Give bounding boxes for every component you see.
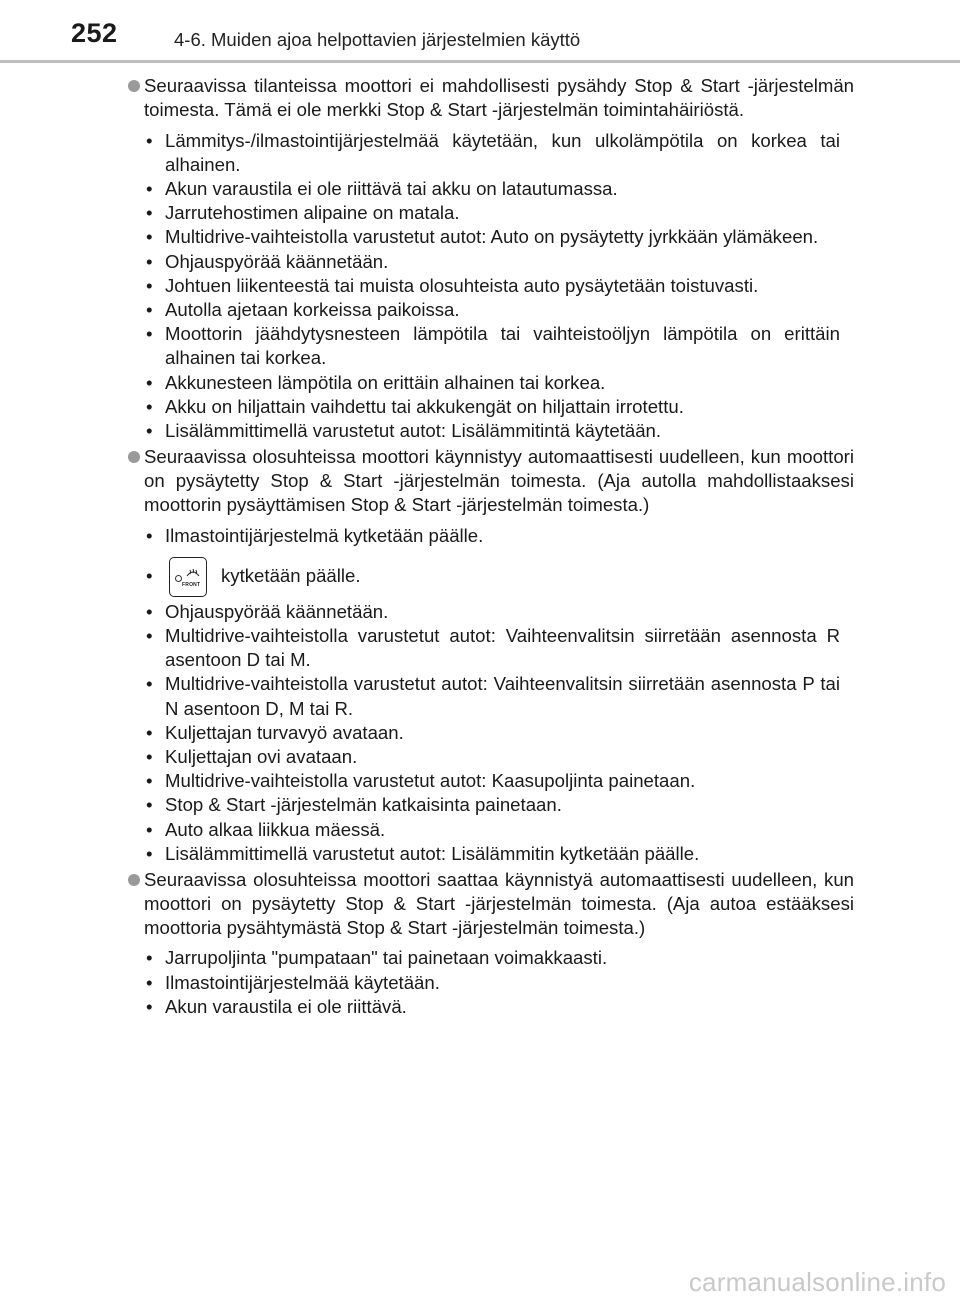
- list-item: • Multidrive-vaihteistolla varustetut autot: Vaihteenvalitsin siirretään asennosta R asentoon D tai M.: [145, 624, 854, 672]
- section-bullet-icon: [128, 874, 140, 886]
- list-item: • Multidrive-vaihteistolla varustetut autot: Auto on pysäytetty jyrkkään ylämäkeen.: [145, 225, 854, 249]
- list-item: • Ilmastointijärjestelmää käytetään.: [145, 971, 854, 995]
- condition-list: [128, 946, 854, 1019]
- front-defroster-button-icon: [169, 557, 207, 597]
- list-item: • Kuljettajan ovi avataan.: [145, 745, 854, 769]
- list-item: • Multidrive-vaihteistolla varustetut autot: Kaasupoljinta painetaan.: [145, 769, 854, 793]
- paragraph-text: Seuraavissa tilanteissa moottori ei mahdollisesti pysähdy Stop & Start -järjestelmän toimesta. Tämä ei ole merkki Stop & Start -järjestelmän toimintahäiriöstä.: [144, 75, 854, 120]
- condition-list: [128, 129, 854, 444]
- list-item: • Akun varaustila ei ole riittävä.: [145, 995, 854, 1019]
- button-item-text: kytketään päälle.: [221, 564, 361, 586]
- section-possible-restart-conditions: [128, 868, 854, 1019]
- section-bullet-icon: [128, 80, 140, 92]
- condition-list: [128, 524, 854, 866]
- list-item: • Lisälämmittimellä varustetut autot: Lisälämmitintä käytetään.: [145, 419, 854, 443]
- list-item: • Jarrupoljinta "pumpataan" tai painetaan voimakkaasti.: [145, 946, 854, 970]
- list-item: • Stop & Start -järjestelmän katkaisinta painetaan.: [145, 793, 854, 817]
- list-item: • Akkunesteen lämpötila on erittäin alhainen tai korkea.: [145, 371, 854, 395]
- section-paragraph: [128, 74, 854, 122]
- section-bullet-icon: [128, 451, 140, 463]
- section-paragraph: [128, 868, 854, 939]
- section-auto-restart-conditions: [128, 445, 854, 866]
- list-item: • Auto alkaa liikkua mäessä.: [145, 818, 854, 842]
- list-item: • Lämmitys-/ilmastointijärjestelmää käytetään, kun ulkolämpötila on korkea tai alhainen.: [145, 129, 854, 177]
- list-item: • Autolla ajetaan korkeissa paikoissa.: [145, 298, 854, 322]
- section-no-stop-conditions: [128, 74, 854, 443]
- page-number: 252: [71, 18, 118, 48]
- list-item: • Jarrutehostimen alipaine on matala.: [145, 201, 854, 225]
- list-item: • Multidrive-vaihteistolla varustetut autot: Vaihteenvalitsin siirretään asennosta P tai N asentoon D, M tai R.: [145, 672, 854, 720]
- section-paragraph: [128, 445, 854, 516]
- page-header: [0, 0, 960, 62]
- list-item: • Kuljettajan turvavyö avataan.: [145, 721, 854, 745]
- paragraph-text: Seuraavissa olosuhteissa moottori saattaa käynnistyä automaattisesti uudelleen, kun moottori on pysäytetty Stop & Start -järjestelmän toimesta. (Aja autoa estääksesi moottoria pysähtymästä Stop & Start -järjestelmän toimesta.): [144, 869, 854, 938]
- list-item: • Akun varaustila ei ole riittävä tai akku on latautumassa.: [145, 177, 854, 201]
- header-divider: [0, 60, 960, 63]
- list-item: • Johtuen liikenteestä tai muista olosuhteista auto pysäytetään toistuvasti.: [145, 274, 854, 298]
- list-item: • Lisälämmittimellä varustetut autot: Lisälämmitin kytketään päälle.: [145, 842, 854, 866]
- list-item-with-button-icon: [145, 552, 854, 600]
- list-item: • Ohjauspyörää käännetään.: [145, 600, 854, 624]
- watermark: carmanualsonline.info: [688, 1267, 946, 1297]
- list-item: • Ohjauspyörää käännetään.: [145, 250, 854, 274]
- list-item: • Ilmastointijärjestelmä kytketään päälle.: [145, 524, 854, 548]
- list-item: • Akku on hiljattain vaihdettu tai akkukengät on hiljattain irrotettu.: [145, 395, 854, 419]
- icon-label: • FRONT: [182, 581, 201, 588]
- page-content: [128, 74, 854, 1021]
- list-item: • Moottorin jäähdytysnesteen lämpötila tai vaihteistoöljyn lämpötila on erittäin alhainen tai korkea.: [145, 322, 854, 370]
- section-title: 4-6. Muiden ajoa helpottavien järjestelmien käyttö: [174, 29, 581, 50]
- paragraph-text: Seuraavissa olosuhteissa moottori käynnistyy automaattisesti uudelleen, kun moottori on pysäytetty Stop & Start -järjestelmän toimesta. (Aja autolla mahdollistaaksesi moottorin pysäyttämisen Stop & Start -järjestelmän toimesta.): [144, 446, 854, 515]
